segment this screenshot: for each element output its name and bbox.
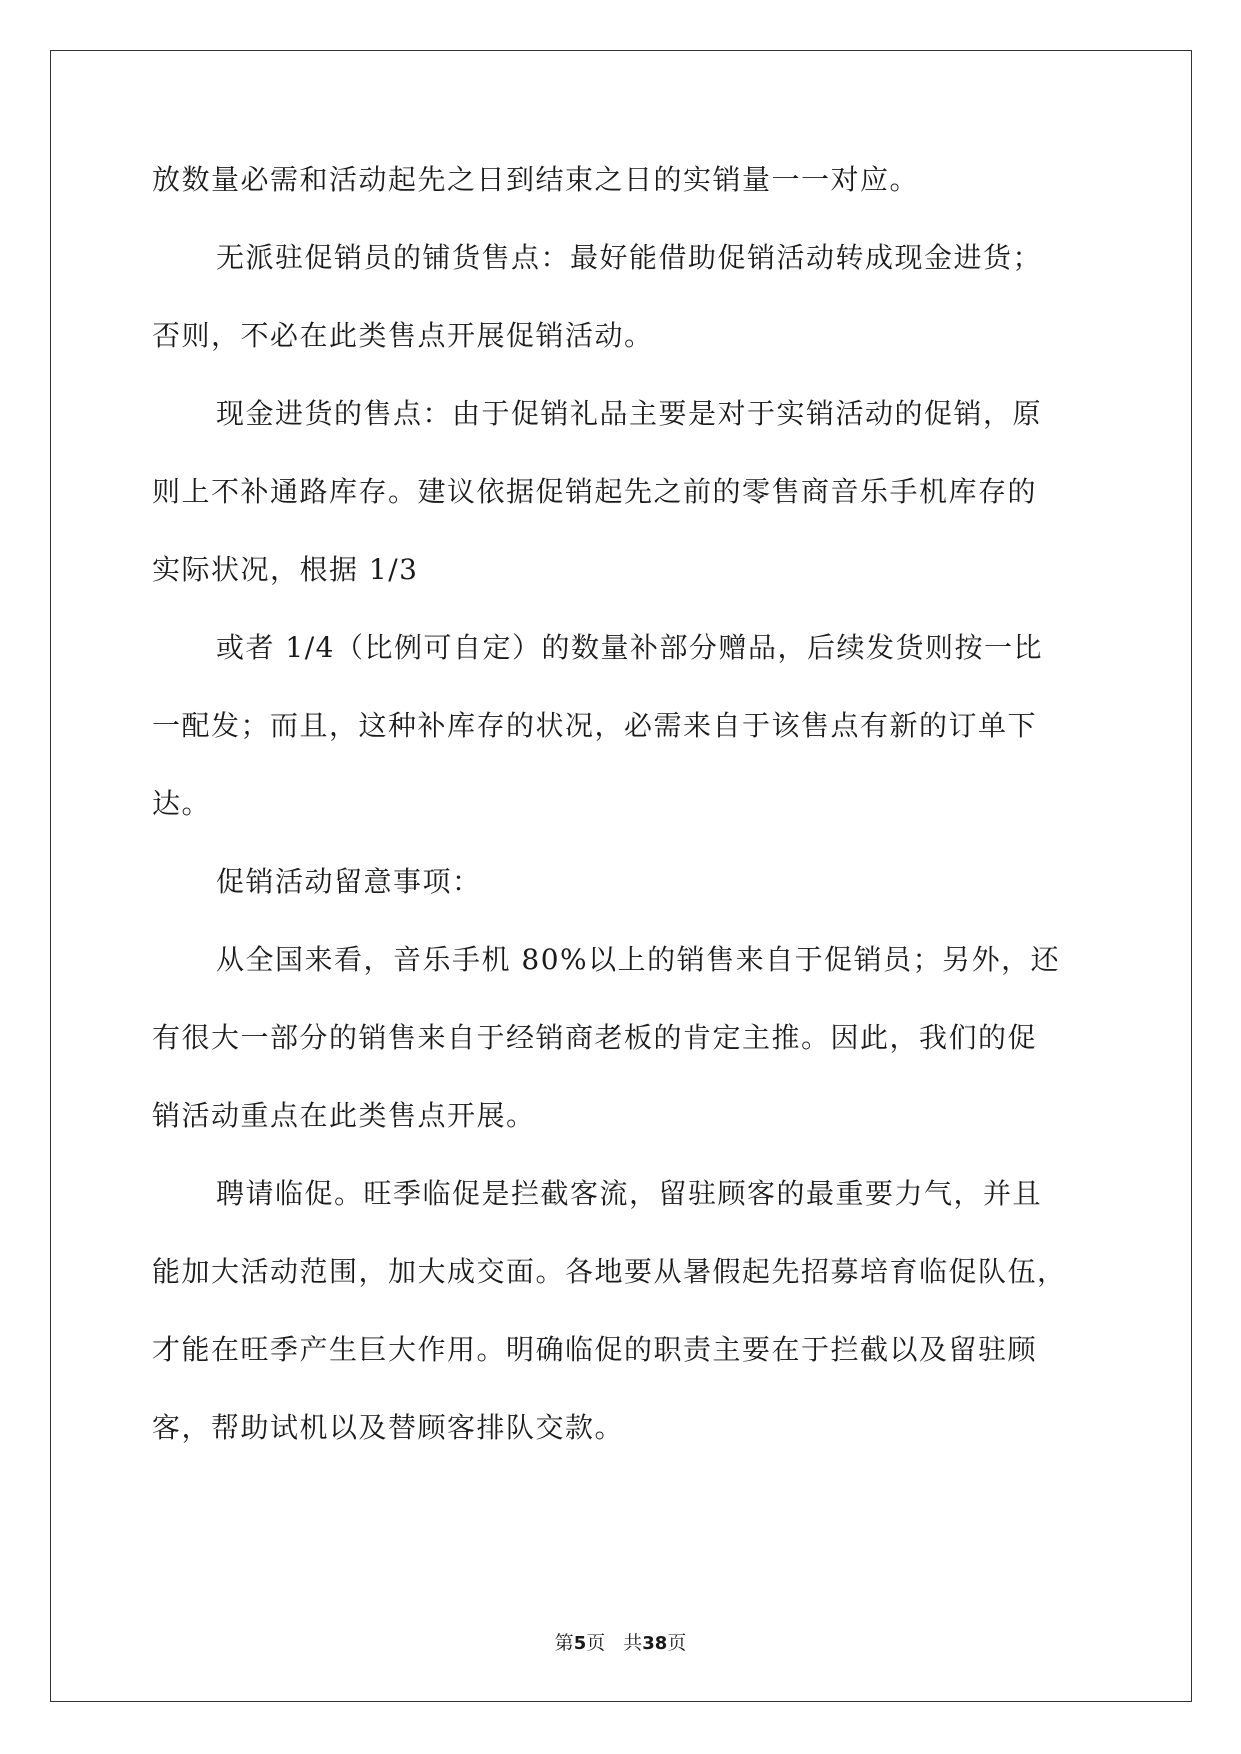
total-prefix: 共 bbox=[623, 1632, 643, 1654]
text-line: 实际状况，根据 1/3 bbox=[152, 553, 419, 586]
text-line: 无派驻促销员的铺货售点：最好能借助促销活动转成现金进货； bbox=[216, 241, 1043, 274]
total-pages: 38 bbox=[642, 1633, 668, 1654]
text-line: 达。 bbox=[152, 787, 212, 820]
page-prefix: 第 bbox=[554, 1632, 574, 1654]
page-suffix: 页 bbox=[586, 1632, 606, 1654]
text-line: 促销活动留意事项： bbox=[216, 865, 482, 898]
text-line: 放数量必需和活动起先之日到结束之日的实销量一一对应。 bbox=[152, 163, 920, 196]
text-line: 则上不补通路库存。建议依据促销起先之前的零售商音乐手机库存的 bbox=[152, 475, 1038, 508]
text-line: 客，帮助试机以及替顾客排队交款。 bbox=[152, 1411, 625, 1444]
text-line: 否则，不必在此类售点开展促销活动。 bbox=[152, 319, 654, 352]
text-line: 能加大活动范围，加大成交面。各地要从暑假起先招募培育临促队伍， bbox=[152, 1255, 1067, 1288]
text-line: 现金进货的售点：由于促销礼品主要是对于实销活动的促销，原 bbox=[216, 397, 1043, 430]
document-body bbox=[152, 160, 1092, 1486]
text-line: 或者 1/4（比例可自定）的数量补部分赠品，后续发货则按一比 bbox=[216, 631, 1043, 664]
text-line: 销活动重点在此类售点开展。 bbox=[152, 1099, 536, 1132]
text-line: 有很大一部分的销售来自于经销商老板的肯定主推。因此，我们的促 bbox=[152, 1021, 1038, 1054]
page-number: 5 bbox=[573, 1633, 587, 1654]
total-suffix: 页 bbox=[667, 1632, 687, 1654]
text-line: 聘请临促。旺季临促是拦截客流，留驻顾客的最重要力气，并且 bbox=[216, 1177, 1043, 1210]
text-line: 才能在旺季产生巨大作用。明确临促的职责主要在于拦截以及留驻顾 bbox=[152, 1333, 1038, 1366]
text-line: 一配发；而且，这种补库存的状况，必需来自于该售点有新的订单下 bbox=[152, 709, 1038, 742]
page-footer bbox=[0, 1630, 1241, 1657]
text-line: 从全国来看，音乐手机 80%以上的销售来自于促销员；另外，还 bbox=[216, 943, 1061, 976]
